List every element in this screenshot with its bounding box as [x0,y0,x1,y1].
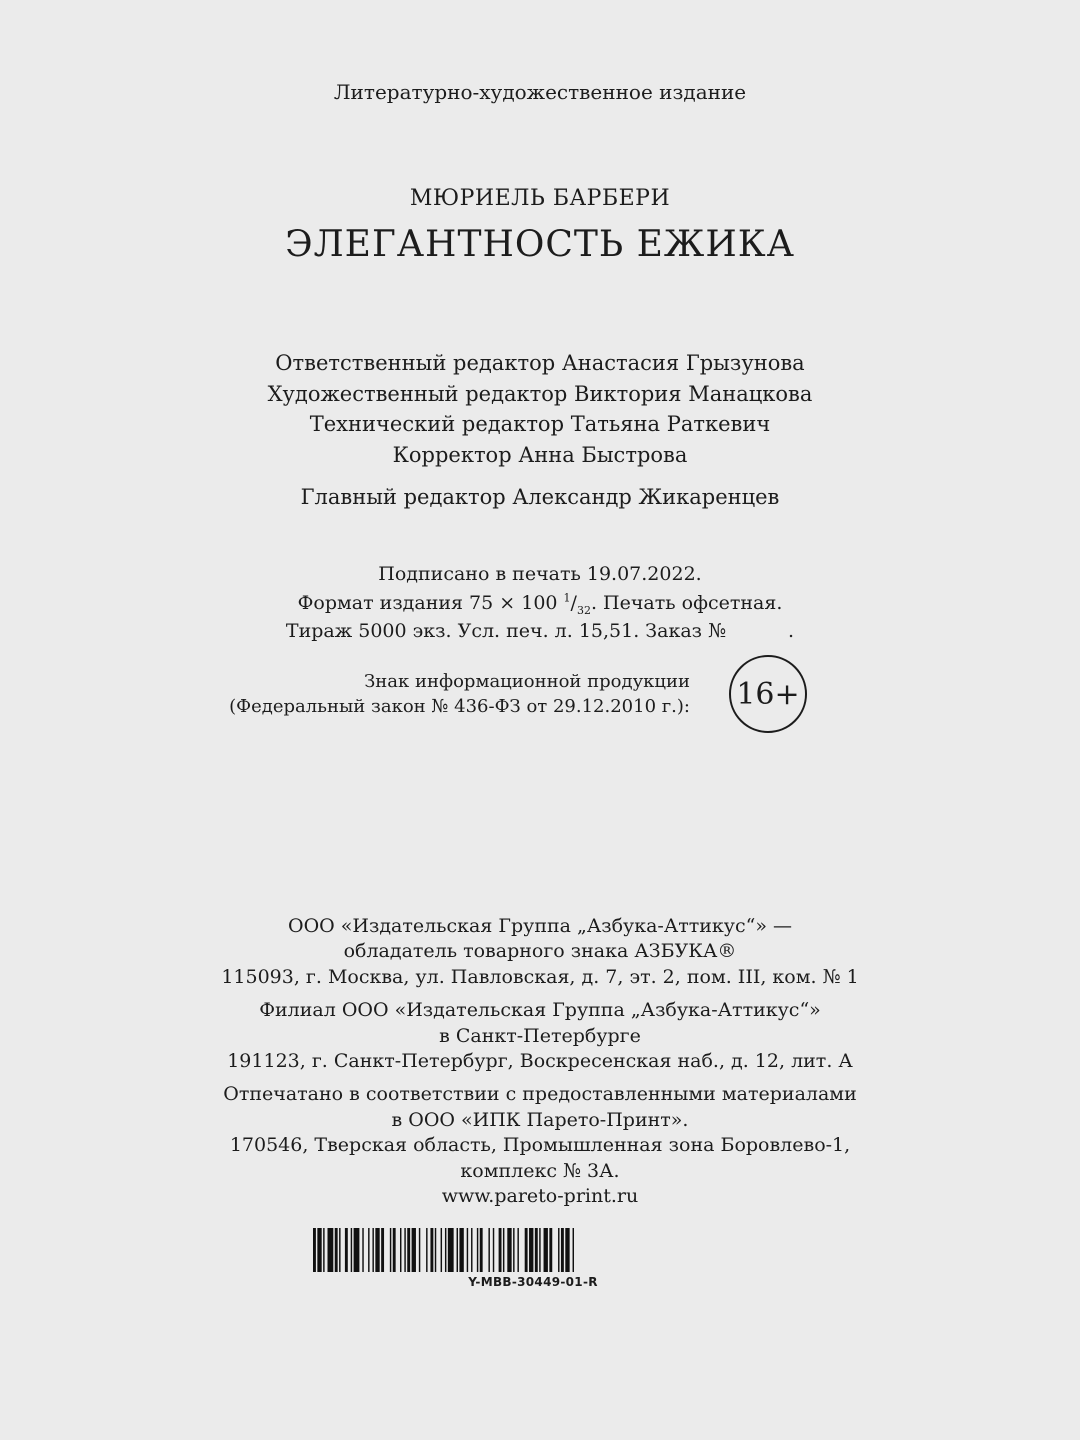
barcode-bar [372,1228,373,1272]
barcode-bar [412,1228,416,1272]
publisher-address: 115093, г. Москва, ул. Павловская, д. 7, эт. 2, пом. III, ком. № 1 [221,965,859,988]
printer-address: комплекс № 3А. [460,1159,620,1182]
barcode-bar [573,1228,574,1272]
barcode-bar [354,1228,360,1272]
barcode-bar [362,1228,363,1272]
info-sign-line: Знак информационной продукции [364,671,690,692]
barcode-bar [517,1228,518,1272]
barcode-bar [561,1228,564,1272]
printer-line: Отпечатано в соответствии с предоставленными материалами [223,1083,857,1106]
barcode-bar [426,1228,427,1272]
barcode-bar [328,1228,334,1272]
info-sign-text [210,670,690,719]
barcode-bar [404,1228,405,1272]
barcode-bar [499,1228,502,1272]
barcode-bar [471,1228,472,1272]
chief-editor: Главный редактор Александр Жикаренцев [300,485,780,509]
publisher-block [0,914,1080,1209]
barcode-bar [544,1228,548,1272]
barcode-bar [345,1228,348,1272]
barcode-bar [351,1228,352,1272]
credit-line: Корректор Анна Быстрова [392,443,688,468]
barcode-bar [477,1228,478,1272]
print-info [0,560,1080,646]
printer-website: www.pareto-print.ru [441,1185,639,1208]
barcode-bar [503,1228,504,1272]
circulation-line: Тираж 5000 экз. Усл. печ. л. 15,51. Заказ № . [285,620,795,642]
credit-line: Художественный редактор Виктория Манацкова [267,381,813,406]
barcode-bar [393,1228,396,1272]
barcode-bar [430,1228,433,1272]
branch-line: Филиал ООО «Издательская Группа „Азбука-Аттикус“» [259,999,821,1022]
credit-line: Технический редактор Татьяна Раткевич [309,412,771,437]
printer-address: 170546, Тверская область, Промышленная зона Боровлево-1, [229,1134,851,1157]
barcode-bar [313,1228,316,1272]
barcode-bar [480,1228,483,1272]
barcode-bar [323,1228,324,1272]
author-name: МЮРИЕЛЬ БАРБЕРИ [409,186,671,211]
publisher-line: ООО «Издательская Группа „Азбука-Аттикус“» — [288,915,792,937]
barcode-bar [335,1228,338,1272]
barcode-bar [368,1228,369,1272]
barcode-bar [457,1228,458,1272]
barcode-bar [535,1228,538,1272]
barcode-bar [445,1228,446,1272]
barcode-bar [525,1228,528,1272]
barcode-bar [539,1228,540,1272]
barcode-bar [375,1228,379,1272]
barcode-bar [419,1228,420,1272]
barcode-icon [313,1228,753,1272]
barcode-bar [339,1228,340,1272]
barcode-bar [513,1228,514,1272]
barcode-bar [407,1228,410,1272]
barcode-bar [529,1228,533,1272]
format-line: Формат издания 75 × 100 $^1/_{32}$. Печать офсетная. [297,591,783,617]
publisher-line: обладатель товарного знака АЗБУКА® [343,940,737,963]
barcode-bar [441,1228,442,1272]
edition-type: Литературно-художественное издание [333,80,747,104]
barcode-bar [507,1228,511,1272]
printer-line: в ООО «ИПК Парето-Принт». [391,1108,689,1131]
credits-block [0,348,1080,471]
info-sign-law: (Федеральный закон № 436-ФЗ от 29.12.2010 г.): [229,695,690,717]
barcode-bar [381,1228,384,1272]
branch-line: в Санкт-Петербурге [439,1024,641,1047]
barcode-bar [467,1228,468,1272]
barcode-bar [448,1228,454,1272]
book-title: ЭЛЕГАНТНОСТЬ ЕЖИКА [285,224,795,265]
branch-address: 191123, г. Санкт-Петербург, Воскресенская наб., д. 12, лит. А [227,1050,853,1073]
barcode-code: Y-MBB-30449-01-R [468,1275,598,1289]
barcode-bar [459,1228,463,1272]
barcode-bar [488,1228,489,1272]
credit-line: Ответственный редактор Анастасия Грызунова [275,351,805,375]
barcode-bar [400,1228,401,1272]
barcode-bar [558,1228,559,1272]
barcode-bar [493,1228,494,1272]
barcode-bar [565,1228,569,1272]
signed-date: Подписано в печать 19.07.2022. [378,563,702,585]
barcode-bar [435,1228,436,1272]
barcode-bar [549,1228,552,1272]
age-rating-badge: 16+ [729,655,807,733]
barcode-bar [317,1228,321,1272]
barcode-bar [390,1228,391,1272]
